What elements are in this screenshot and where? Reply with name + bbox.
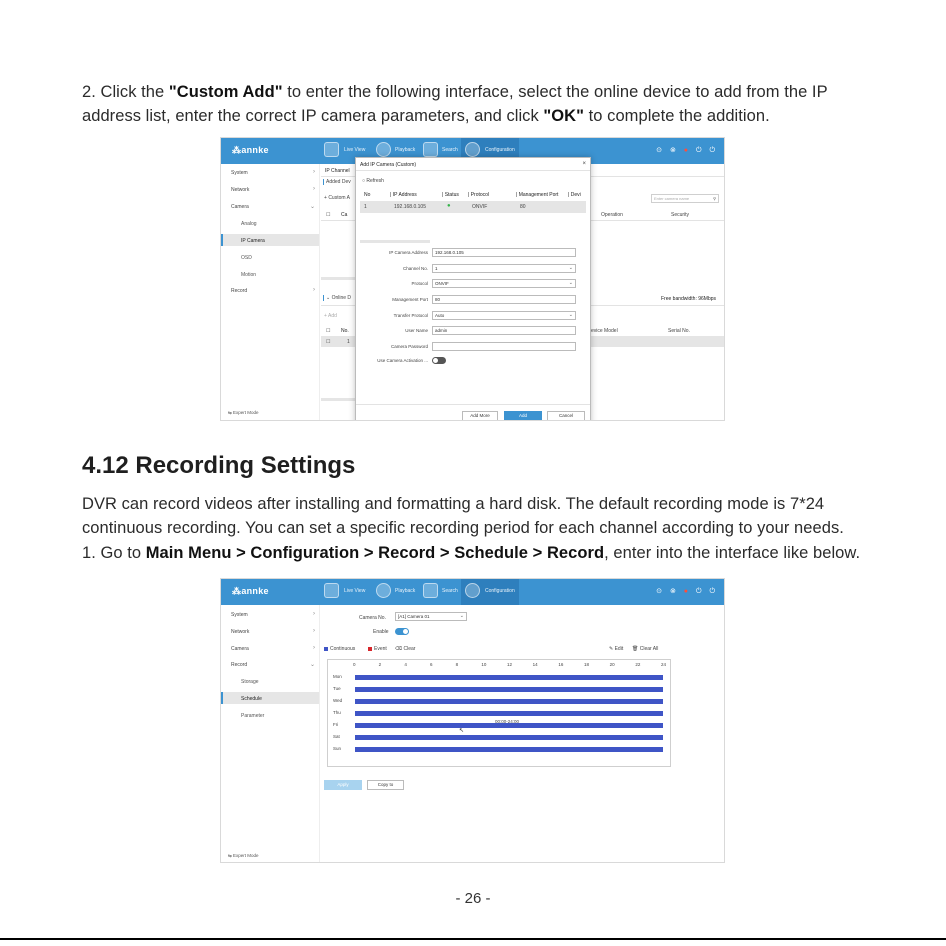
- schedule-bar-sun[interactable]: [355, 747, 663, 752]
- sidebar-item-system[interactable]: System: [231, 170, 248, 176]
- label-ip-address: IP Camera Address: [389, 250, 428, 255]
- main-content: [321, 605, 724, 862]
- schedule-bar-wed[interactable]: [355, 699, 663, 704]
- checkbox[interactable]: ☐: [326, 328, 331, 334]
- status-ok-icon: ●: [447, 203, 451, 209]
- row-port: 80: [520, 204, 526, 210]
- hour-label: 4: [404, 662, 407, 667]
- custom-add-button[interactable]: + Custom A: [324, 195, 350, 201]
- legend-event-swatch: [368, 647, 372, 651]
- divider: [356, 170, 590, 171]
- bottom-rule: [0, 938, 946, 940]
- hour-label: 0: [353, 662, 356, 667]
- step2-line2: address list, enter the correct IP camera parameters, and click "OK" to complete the addition.: [82, 107, 770, 125]
- day-label: Thu: [333, 710, 341, 715]
- page-number: - 26 -: [455, 890, 491, 907]
- label-transfer-protocol: Transfer Protocol: [393, 313, 428, 318]
- scrollbar[interactable]: [321, 398, 359, 401]
- management-port-field[interactable]: 80: [432, 295, 576, 304]
- section-line3: 1. Go to Main Menu > Configuration > Record > Schedule > Record, enter into the interface like below.: [82, 544, 861, 562]
- clear-all-button[interactable]: 🗑 Clear All: [632, 646, 659, 652]
- header-icons[interactable]: ⊙ ⊗ ● ⏻ ⏻: [656, 588, 718, 595]
- live-view-icon[interactable]: [324, 583, 339, 598]
- schedule-bar-mon[interactable]: [355, 675, 663, 680]
- label-camera-password: Camera Password: [390, 344, 428, 349]
- refresh-button[interactable]: ○ Refresh: [362, 178, 384, 184]
- search-icon[interactable]: [423, 583, 438, 598]
- label-use-camera-activation: Use Camera Activation ...: [377, 358, 428, 363]
- top-nav-bar: [221, 579, 724, 605]
- copy-to-button[interactable]: Copy to: [367, 780, 404, 790]
- expert-mode-link[interactable]: ⇆ Expert Mode: [228, 410, 259, 415]
- nav-live-view[interactable]: Live View: [344, 588, 366, 594]
- expert-mode-link[interactable]: ⇆ Expert Mode: [228, 853, 259, 858]
- free-bandwidth: Free bandwidth: 96Mbps: [661, 296, 717, 302]
- live-view-icon[interactable]: [324, 142, 339, 157]
- add-online-button[interactable]: + Add: [324, 313, 337, 319]
- close-icon[interactable]: ×: [582, 161, 586, 167]
- sidebar-item-schedule[interactable]: Schedule: [241, 696, 262, 702]
- cancel-button[interactable]: Cancel: [547, 411, 585, 421]
- sidebar-item-ip-camera[interactable]: IP Camera: [241, 238, 265, 244]
- chevron-right-icon: ›: [313, 169, 315, 175]
- apply-button[interactable]: Apply: [324, 780, 362, 790]
- channel-no-select[interactable]: 1 ⌄: [432, 264, 576, 273]
- row-number: 1: [347, 339, 350, 345]
- section-heading: 4.12 Recording Settings: [82, 452, 356, 479]
- day-label: Tue: [333, 686, 341, 691]
- label-user-name: User Name: [405, 328, 428, 333]
- record-schedule-screenshot: [220, 578, 725, 863]
- column-header-no: No.: [341, 328, 349, 334]
- checkbox[interactable]: ☐: [326, 339, 331, 345]
- legend-continuous[interactable]: Continuous: [330, 646, 356, 652]
- camera-no-select[interactable]: [A1] Camera 01 ⌄: [395, 612, 467, 621]
- sidebar: [221, 605, 320, 862]
- hour-label: 6: [430, 662, 433, 667]
- camera-activation-toggle[interactable]: [432, 357, 446, 364]
- hour-label: 12: [507, 662, 513, 667]
- column-header-serial: Serial No.: [668, 328, 690, 334]
- row-no: 1: [364, 204, 367, 210]
- enable-toggle[interactable]: [395, 628, 409, 635]
- sidebar-item-parameter[interactable]: Parameter: [241, 713, 265, 719]
- hour-label: 24: [661, 662, 667, 667]
- chevron-down-icon: ⌄: [309, 662, 315, 668]
- chevron-right-icon: ›: [313, 645, 315, 651]
- hour-label: 22: [635, 662, 641, 667]
- sidebar-item-storage[interactable]: Storage: [241, 679, 259, 685]
- hour-label: 20: [609, 662, 615, 667]
- legend-event[interactable]: Event: [374, 646, 387, 652]
- column-header-security: Security: [671, 212, 690, 218]
- sidebar-item-camera[interactable]: Camera: [231, 204, 249, 210]
- nav-configuration[interactable]: Configuration: [485, 147, 515, 153]
- label-protocol: Protocol: [411, 281, 428, 286]
- sidebar-item-motion[interactable]: Motion: [241, 272, 257, 278]
- chevron-right-icon: ›: [313, 611, 315, 617]
- add-more-button[interactable]: Add More: [462, 411, 498, 421]
- column-header-device: | Devi: [568, 192, 581, 198]
- chevron-down-icon: ⌄: [568, 265, 573, 271]
- hour-label: 2: [378, 662, 382, 667]
- online-devices-label: ⌄ Online D: [323, 295, 351, 301]
- hour-label: 14: [532, 662, 538, 667]
- checkbox[interactable]: ☐: [326, 212, 331, 218]
- day-label: Mon: [333, 674, 342, 679]
- step2-line1: 2. Click the "Custom Add" to enter the following interface, select the online device to add from the IP: [82, 83, 828, 101]
- scrollbar[interactable]: [321, 277, 359, 280]
- hour-label: 16: [558, 662, 564, 667]
- transfer-protocol-select[interactable]: Auto ⌄: [432, 311, 576, 320]
- column-header-no: No: [364, 192, 371, 198]
- gear-icon[interactable]: [465, 583, 480, 598]
- nav-playback[interactable]: Playback: [395, 588, 416, 594]
- playback-icon[interactable]: [376, 583, 391, 598]
- add-ip-camera-dialog: [355, 157, 591, 421]
- nav-live-view[interactable]: Live View: [344, 147, 366, 153]
- time-tooltip: 00:00-24:00: [495, 719, 520, 724]
- row-protocol: ONVIF: [472, 204, 488, 210]
- column-header-ip: | IP Address: [390, 192, 417, 198]
- brand-logo: ⁂annke: [232, 586, 269, 596]
- chevron-down-icon: ⌄: [459, 613, 464, 619]
- clear-button[interactable]: ⌫ Clear: [395, 646, 416, 652]
- tab-ip-channel[interactable]: IP Channel: [325, 168, 350, 174]
- header-icons[interactable]: ⊙ ⊗ ● ⏻ ⏻: [656, 147, 718, 154]
- chevron-down-icon: ⌄: [568, 312, 573, 318]
- camera-password-field[interactable]: [432, 342, 576, 351]
- column-header-protocol: | Protocol: [468, 192, 490, 198]
- schedule-bar-sat[interactable]: [355, 735, 663, 740]
- search-icon[interactable]: [423, 142, 438, 157]
- day-label: Wed: [333, 698, 343, 703]
- sidebar-selected-bg: [221, 692, 319, 704]
- section-line2: continuous recording. You can set a specific recording period for each channel according to your needs.: [82, 519, 844, 537]
- nav-search[interactable]: Search: [442, 588, 458, 594]
- column-header-management-port: | Management Port: [516, 192, 559, 198]
- added-devices-label: Added Dev: [323, 179, 351, 185]
- legend-continuous-swatch: [324, 647, 328, 651]
- protocol-select[interactable]: ONVIF ⌄: [432, 279, 576, 288]
- hour-label: 8: [455, 662, 459, 667]
- label-channel-no: Channel No.: [402, 266, 428, 271]
- sidebar-item-system[interactable]: System: [231, 612, 248, 618]
- sidebar-item-camera[interactable]: Camera: [231, 646, 249, 652]
- nav-playback[interactable]: Playback: [395, 147, 416, 153]
- chevron-down-icon: ⌄: [568, 280, 573, 286]
- column-header-status: | Status: [442, 192, 459, 198]
- add-button[interactable]: Add: [504, 411, 542, 421]
- camera-search-input[interactable]: Enter camera name ⚲: [651, 194, 719, 203]
- sidebar-item-record[interactable]: Record: [231, 662, 248, 668]
- label-management-port: Management Port: [392, 297, 428, 302]
- sidebar-item-network[interactable]: Network: [231, 629, 250, 635]
- chevron-right-icon: ›: [313, 287, 315, 293]
- sidebar-item-record[interactable]: Record: [231, 288, 248, 294]
- ip-address-field[interactable]: 192.168.0.105: [432, 248, 576, 257]
- divider: [356, 404, 590, 405]
- chevron-down-icon: ⌄: [309, 204, 315, 210]
- enable-label: Enable: [373, 629, 389, 635]
- cursor-icon: ↖: [459, 728, 465, 734]
- gear-icon[interactable]: [465, 142, 480, 157]
- sidebar-item-analog[interactable]: Analog: [241, 221, 257, 227]
- camera-no-label: Camera No.: [359, 615, 386, 621]
- dialog-title: Add IP Camera (Custom): [360, 162, 417, 168]
- edit-button[interactable]: ✎ Edit: [609, 646, 624, 652]
- chevron-right-icon: ›: [313, 186, 315, 192]
- user-name-field[interactable]: admin: [432, 326, 576, 335]
- day-label: Fri: [333, 722, 339, 727]
- hour-label: 18: [584, 662, 590, 667]
- search-icon: ⚲: [713, 196, 716, 201]
- schedule-bar-thu[interactable]: [355, 711, 663, 716]
- add-ip-camera-screenshot: [220, 137, 725, 421]
- nav-search[interactable]: Search: [442, 147, 458, 153]
- column-header-operation: Operation: [601, 212, 623, 218]
- column-header-ca: Ca: [341, 212, 348, 218]
- main-content: [321, 161, 724, 420]
- hour-label: 10: [481, 662, 487, 667]
- column-header-device-model: evice Model: [591, 328, 618, 334]
- section-line1: DVR can record videos after installing and formatting a hard disk. The default recording mode is 7*24: [82, 495, 825, 513]
- day-label: Sat: [333, 734, 340, 739]
- scrollbar[interactable]: [360, 240, 430, 243]
- row-ip: 192.168.0.105: [394, 204, 426, 210]
- brand-logo: ⁂annke: [232, 145, 269, 155]
- schedule-bar-tue[interactable]: [355, 687, 663, 692]
- day-label: Sun: [333, 746, 342, 751]
- playback-icon[interactable]: [376, 142, 391, 157]
- sidebar-item-network[interactable]: Network: [231, 187, 250, 193]
- sidebar-item-osd[interactable]: OSD: [241, 255, 252, 261]
- sidebar-selected-bg: [221, 234, 319, 246]
- nav-configuration[interactable]: Configuration: [485, 588, 515, 594]
- chevron-right-icon: ›: [313, 628, 315, 634]
- sidebar: [221, 164, 320, 420]
